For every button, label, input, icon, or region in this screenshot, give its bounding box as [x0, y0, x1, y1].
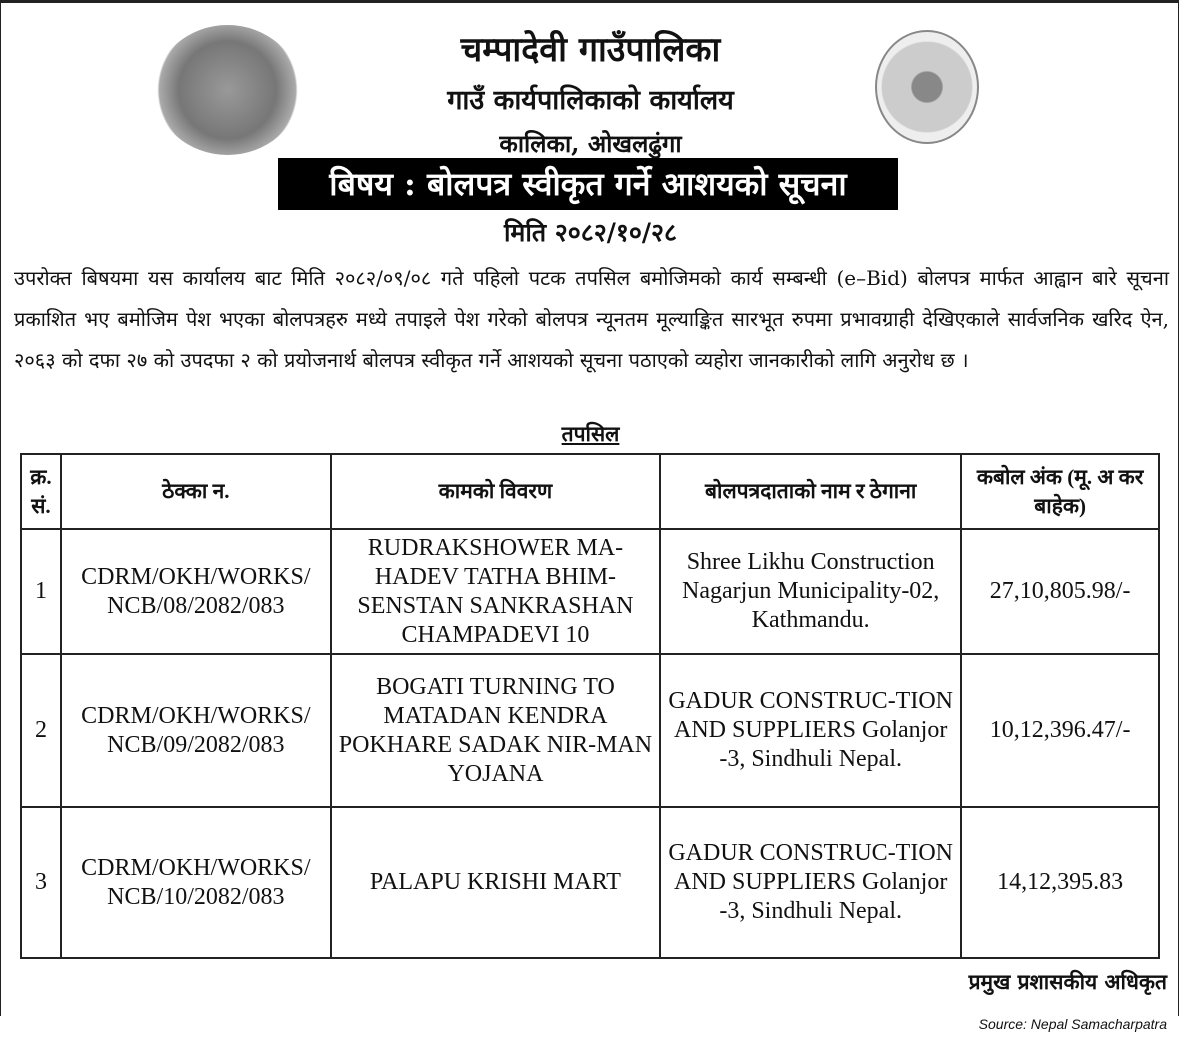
cell-contract: CDRM/OKH/WORKS/ NCB/08/2082/083 [61, 529, 331, 654]
cell-amount: 10,12,396.47/- [961, 654, 1159, 807]
table-header-row [21, 454, 1159, 529]
bid-table [20, 453, 1160, 959]
cell-contract: CDRM/OKH/WORKS/ NCB/10/2082/083 [61, 807, 331, 958]
schedule-title: तपसिल [561, 421, 620, 446]
cell-work: BOGATI TURNING TO MATADAN KENDRA POKHARE SADAK NIR-MAN YOJANA [331, 654, 660, 807]
office-subtitle: गाउँ कार्यपालिकाको कार्यालय [447, 85, 734, 116]
notice-date: मिति २०८२/१०/२८ [503, 218, 678, 247]
header-sn: क्र. सं. [21, 454, 61, 529]
cell-amount: 14,12,395.83 [961, 807, 1159, 958]
table-row [21, 807, 1159, 958]
cell-bidder: GADUR CONSTRUC-TION AND SUPPLIERS Golanjor -3, Sindhuli Nepal. [660, 807, 961, 958]
cell-sn: 3 [21, 807, 61, 958]
office-address: कालिका, ओखलढुंगा [499, 129, 682, 158]
notice-subject: बिषय : बोलपत्र स्वीकृत गर्ने आशयको सूचना [278, 158, 898, 210]
cell-contract: CDRM/OKH/WORKS/ NCB/09/2082/083 [61, 654, 331, 807]
header-work: कामको विवरण [331, 454, 660, 529]
cell-work: PALAPU KRISHI MART [331, 807, 660, 958]
header-contract: ठेक्का न. [61, 454, 331, 529]
header-bidder: बोलपत्रदाताको नाम र ठेगाना [660, 454, 961, 529]
cell-sn: 2 [21, 654, 61, 807]
cell-work: RUDRAKSHOWER MA-HADEV TATHA BHIM-SENSTAN SANKRASHAN CHAMPADEVI 10 [331, 529, 660, 654]
header-amount: कबोल अंक (मू. अ कर बाहेक) [961, 454, 1159, 529]
cell-bidder: GADUR CONSTRUC-TION AND SUPPLIERS Golanjor -3, Sindhuli Nepal. [660, 654, 961, 807]
notice-body: उपरोक्त बिषयमा यस कार्यालय बाट मिति २०८२/०९/०८ गते पहिलो पटक तपसिल बमोजिमको कार्य सम्बन्धी (e–Bid) बोलपत्र मार्फत आह्वान बारे सूचना प्रकाशित भए बमोजिम पेश भएका बोलपत्रहरु मध्ये तपाइले पेश गरेको बोलपत्र न्यूनतम मूल्याङ्कित सारभूत रुपमा प्रभावग्राही देखिएकाले सार्वजनिक खरिद ऐन, २०६३ को दफा २७ को उपदफा २ को प्रयोजनार्थ बोलपत्र स्वीकृत गर्ने आशयको सूचना पठाएको व्यहोरा जानकारीको लागि अनुरोध छ । [14, 266, 1169, 372]
cell-bidder: Shree Likhu Construction Nagarjun Municipality-02, Kathmandu. [660, 529, 961, 654]
signature-title: प्रमुख प्रशासकीय अधिकृत [968, 969, 1167, 994]
cell-sn: 1 [21, 529, 61, 654]
office-name: चम्पादेवी गाउँपालिका [460, 30, 721, 70]
cell-amount: 27,10,805.98/- [961, 529, 1159, 654]
table-row [21, 654, 1159, 807]
source-credit: Source: Nepal Samacharpatra [978, 1016, 1167, 1032]
table-row [21, 529, 1159, 654]
